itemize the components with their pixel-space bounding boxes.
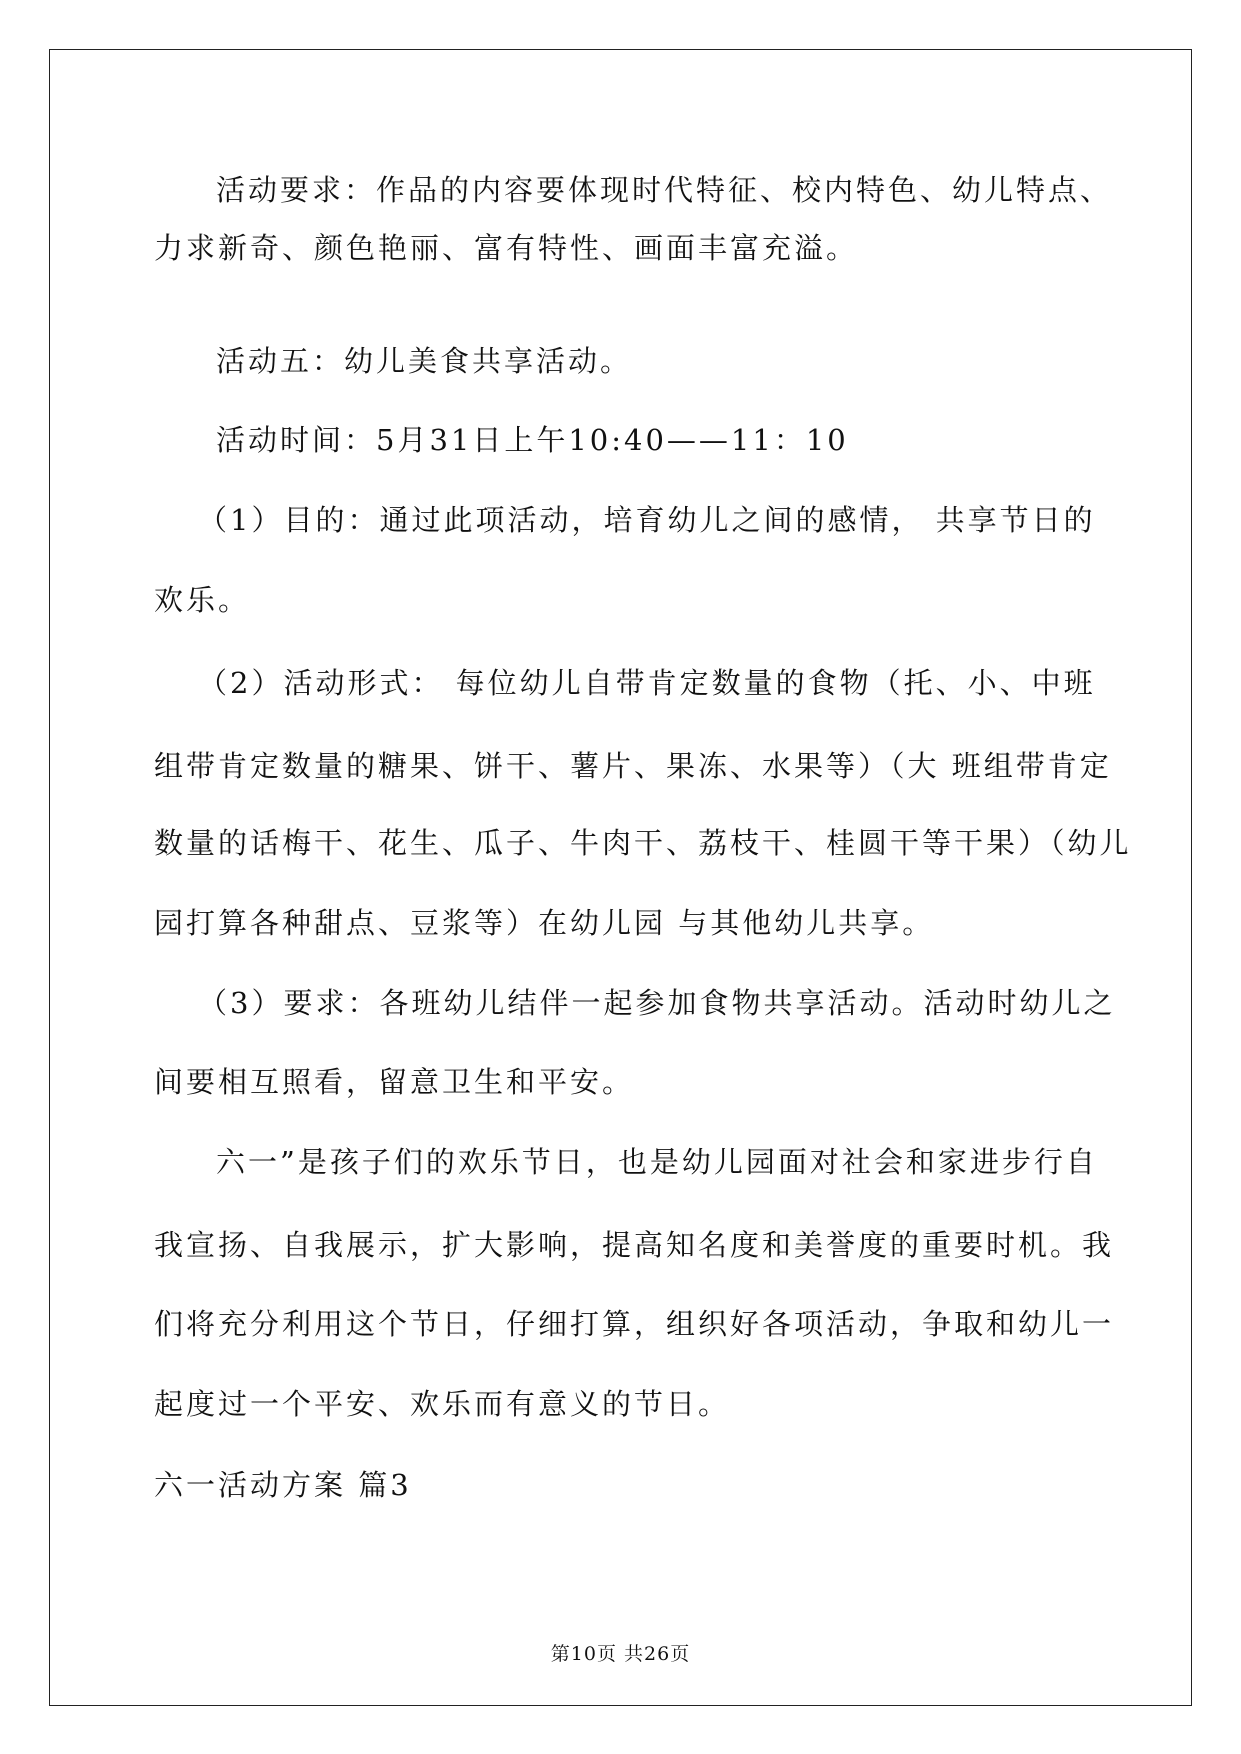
body-line: 间要相互照看，留意卫生和平安。 (154, 1065, 635, 1099)
body-line: 活动五：幼儿美食共享活动。 (216, 344, 633, 378)
body-line: 活动要求：作品的内容要体现时代特征、校内特色、幼儿特点、 (216, 173, 1113, 207)
page-border (49, 49, 1192, 1706)
body-line: 力求新奇、颜色艳丽、富有特性、画面丰富充溢。 (154, 231, 859, 265)
body-line: 园打算各种甜点、豆浆等）在幼儿园 与其他幼儿共享。 (154, 906, 935, 940)
body-line: （3）要求：各班幼儿结伴一起参加食物共享活动。活动时幼儿之 (198, 986, 1116, 1020)
body-line: 六一”是孩子们的欢乐节日，也是幼儿园面对社会和家进步行自 (216, 1145, 1098, 1179)
body-line: 起度过一个平安、欢乐而有意义的节日。 (154, 1387, 731, 1421)
body-line: 我宣扬、自我展示，扩大影响，提高知名度和美誉度的重要时机。我 (154, 1228, 1115, 1262)
body-line: 组带肯定数量的糖果、饼干、薯片、果冻、水果等）（大 班组带肯定 (154, 749, 1112, 783)
body-line: 们将充分利用这个节日，仔细打算，组织好各项活动，争取和幼儿一 (154, 1307, 1115, 1341)
page-number: 第10页 共26页 (550, 1643, 691, 1665)
body-line: 活动时间：5月31日上午10:40——11：10 (216, 423, 849, 457)
section-heading: 六一活动方案 篇3 (154, 1468, 412, 1502)
body-line: （1）目的：通过此项活动，培育幼儿之间的感情， 共享节日的 (198, 503, 1096, 537)
body-line: 欢乐。 (154, 583, 251, 617)
body-line: （2）活动形式： 每位幼儿自带肯定数量的食物（托、小、中班 (198, 666, 1096, 700)
body-line: 数量的话梅干、花生、瓜子、牛肉干、荔枝干、桂圆干等干果）（幼儿 (154, 826, 1132, 860)
